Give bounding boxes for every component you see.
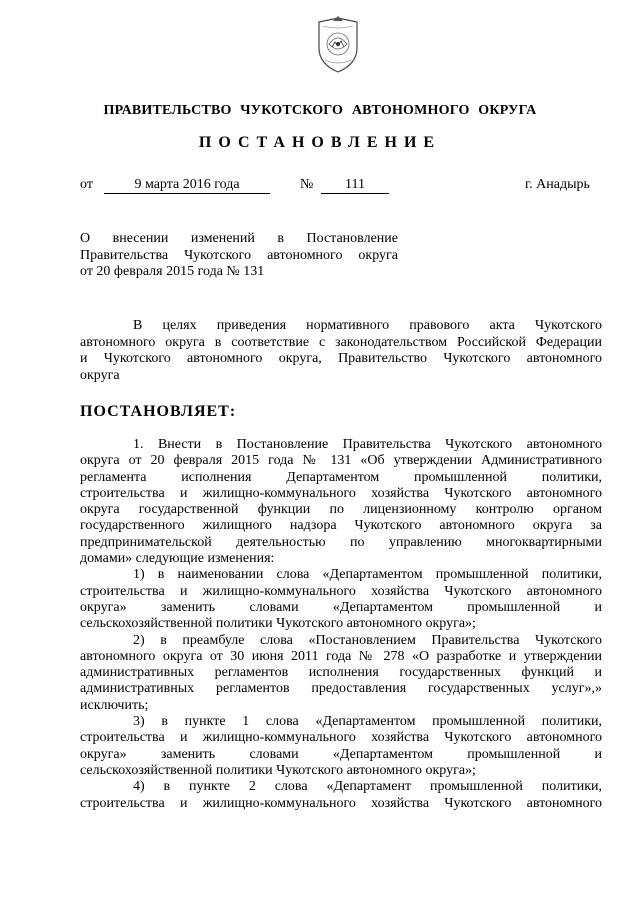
text-line: государственного жилищного надзора Чукотского автономного округа за bbox=[80, 518, 602, 534]
text-line: предпринимательской деятельностью по управлению многоквартирными bbox=[80, 534, 602, 550]
text-line: административных регламентов исполнения государственных функций и bbox=[80, 665, 602, 681]
text-line: 2) в преамбуле слова «Постановлением Правительства Чукотского bbox=[133, 632, 602, 648]
text-line: 1) в наименовании слова «Департаментом промышленной политики, bbox=[133, 567, 602, 583]
text-line: округа государственной функции по лицензионному контролю органом bbox=[80, 502, 602, 518]
subject-line: от 20 февраля 2015 года № 131 bbox=[80, 264, 265, 279]
decree-number: 111 bbox=[321, 177, 389, 194]
text-line: округа» заменить словами «Департаментом промышленной и bbox=[80, 746, 602, 762]
number-label: № bbox=[300, 177, 314, 192]
text-line: автономного округа от 30 июня 2011 года № 278 «О разработке и утверждении bbox=[80, 648, 602, 664]
text-line: сельскохозяйственной политики Чукотского автономного округа»; bbox=[80, 762, 476, 778]
text-line: строительства и жилищно-коммунального хозяйства Чукотского автономного bbox=[80, 583, 602, 599]
text-line: и Чукотского автономного округа, Правительство Чукотского автономного bbox=[80, 351, 602, 366]
document-type: ПОСТАНОВЛЕНИЕ bbox=[198, 134, 442, 151]
text-line: домами» следующие изменения: bbox=[80, 551, 275, 567]
coat-of-arms-icon bbox=[313, 14, 363, 76]
subject-line: О внесении изменений в Постановление bbox=[80, 231, 398, 246]
text-line: строительства и жилищно-коммунального хозяйства Чукотского автономного bbox=[80, 795, 602, 811]
text-line: 3) в пункте 1 слова «Департаментом промышленной политики, bbox=[133, 714, 602, 730]
decree-body bbox=[80, 437, 602, 812]
preamble-paragraph bbox=[80, 318, 602, 384]
text-line: сельскохозяйственной политики Чукотского автономного округа»; bbox=[80, 616, 476, 632]
decree-subject bbox=[80, 231, 398, 281]
text-line: В целях приведения нормативного правового акта Чукотского bbox=[133, 318, 602, 333]
text-line: строительства и жилищно-коммунального хозяйства Чукотского автономного bbox=[80, 485, 602, 501]
resolve-heading: ПОСТАНОВЛЯЕТ: bbox=[80, 403, 237, 420]
text-line: исключить; bbox=[80, 697, 149, 713]
text-line: автономного округа в соответствие с законодательством Российской Федерации bbox=[80, 334, 602, 350]
decree-meta-row bbox=[0, 177, 640, 197]
decree-date: 9 марта 2016 года bbox=[104, 177, 270, 194]
text-line: 4) в пункте 2 слова «Департамент промышленной политики, bbox=[133, 779, 602, 795]
text-line: 1. Внести в Постановление Правительства Чукотского автономного bbox=[133, 437, 602, 452]
subject-line: Правительства Чукотского автономного округа bbox=[80, 247, 398, 263]
text-line: регламента исполнения Департаментом промышленной политики, bbox=[80, 469, 602, 485]
text-line: округа» заменить словами «Департаментом промышленной и bbox=[80, 599, 602, 615]
text-line: округа от 20 февраля 2015 года № 131 «Об утверждении Административного bbox=[80, 453, 602, 469]
text-line: строительства и жилищно-коммунального хозяйства Чукотского автономного bbox=[80, 730, 602, 746]
government-name: ПРАВИТЕЛЬСТВО ЧУКОТСКОГО АВТОНОМНОГО ОКРУГА bbox=[103, 103, 537, 118]
date-label: от bbox=[80, 177, 93, 192]
text-line: округа bbox=[80, 367, 120, 383]
city-name: г. Анадырь bbox=[525, 177, 590, 192]
text-line: административных регламентов предоставления государственных услуг»,» bbox=[80, 681, 602, 697]
